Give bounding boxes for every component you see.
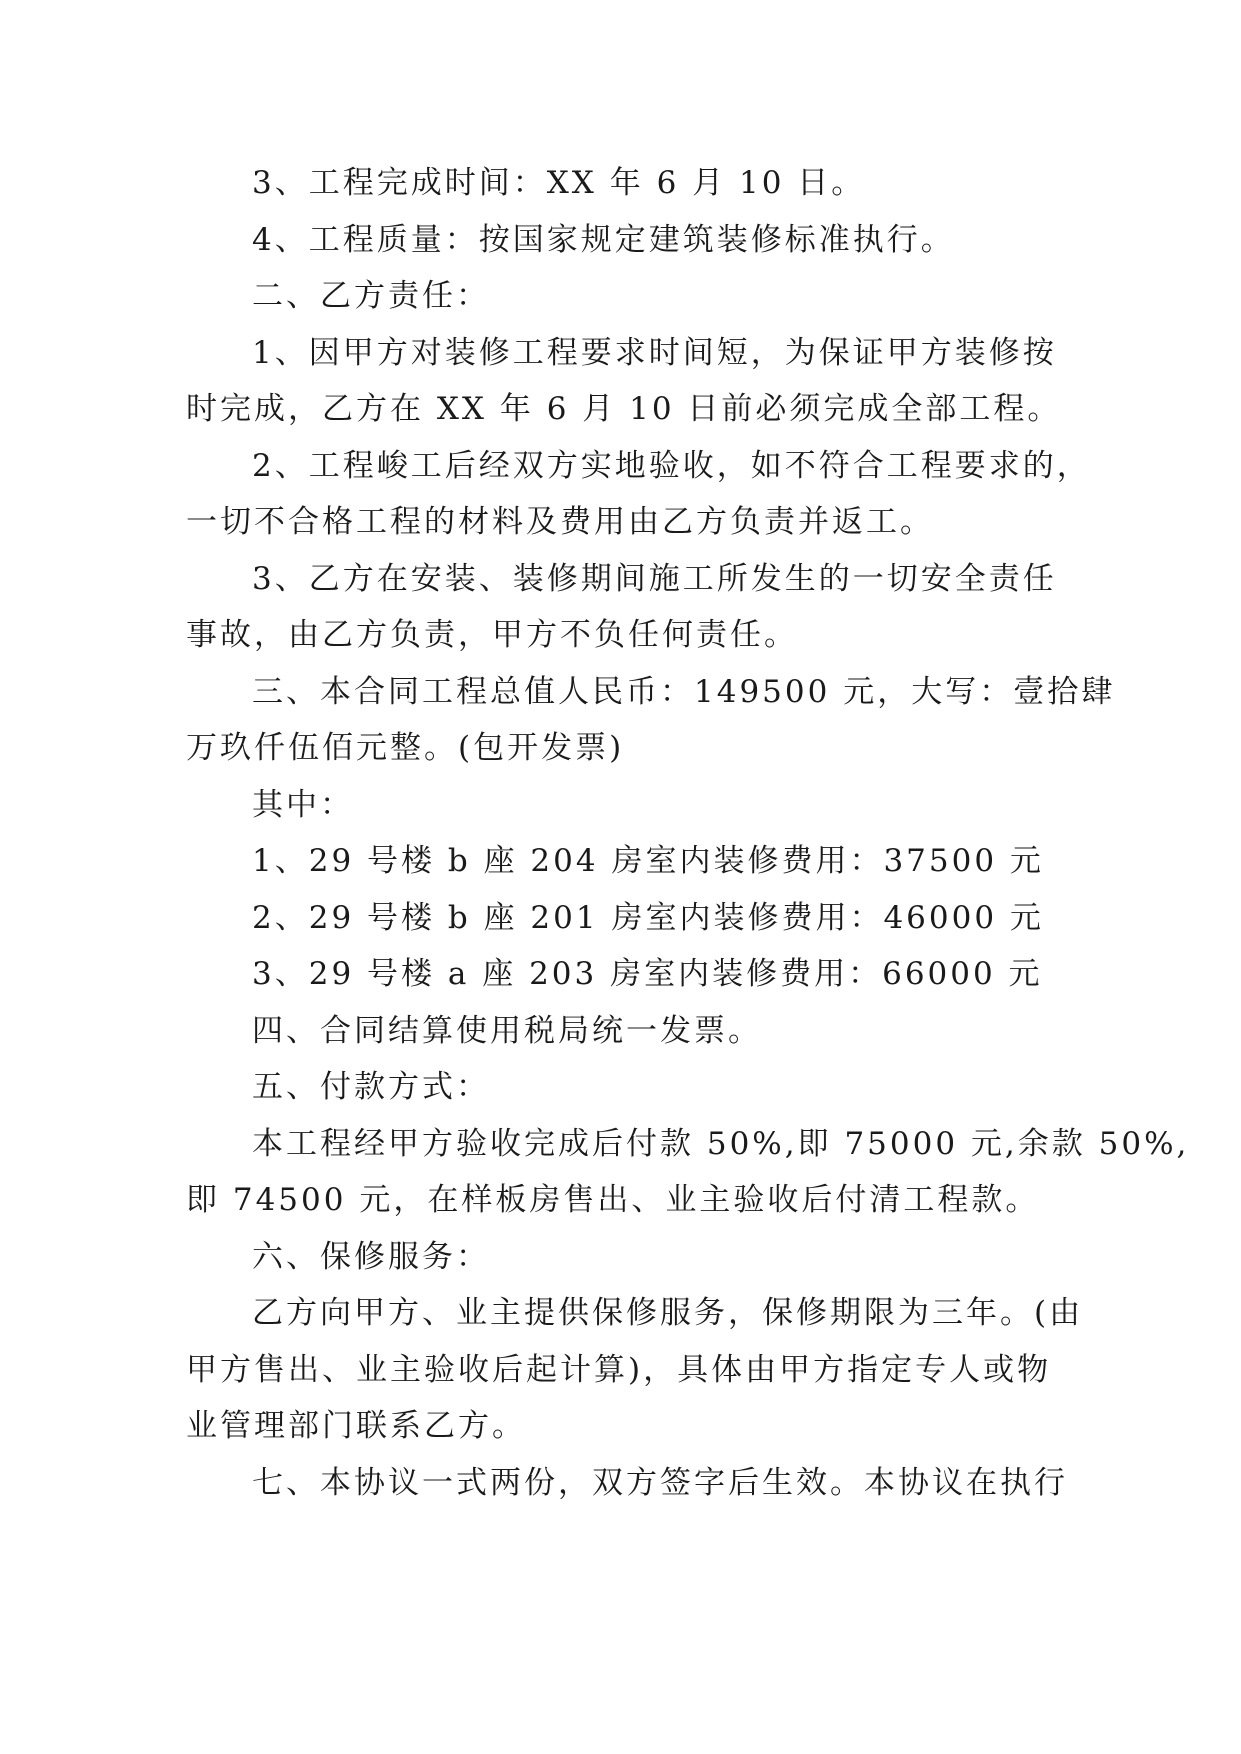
- text-line: 乙方向甲方、业主提供保修服务，保修期限为三年。(由: [252, 1295, 1084, 1331]
- section-heading: 三、本合同工程总值人民币：149500 元，大写：壹拾肆: [252, 673, 1116, 710]
- text-line: 1、因甲方对装修工程要求时间短，为保证甲方装修按: [252, 334, 1057, 371]
- section-heading: 七、本协议一式两份，双方签字后生效。本协议在执行: [252, 1464, 1068, 1501]
- cost-item: 1、29 号楼 b 座 204 房室内装修费用：37500 元: [252, 843, 1044, 879]
- cost-item: 3、29 号楼 a 座 203 房室内装修费用：66000 元: [252, 956, 1043, 992]
- contract-body: [186, 155, 1190, 1511]
- text-line: 事故，由乙方负责，甲方不负任何责任。: [186, 617, 798, 653]
- text-line: 4、工程质量：按国家规定建筑装修标准执行。: [252, 221, 955, 258]
- text-line: 甲方售出、业主验收后起计算)，具体由甲方指定专人或物: [186, 1351, 1052, 1388]
- text-line: 一切不合格工程的材料及费用由乙方负责并返工。: [186, 504, 934, 540]
- section-heading: 五、付款方式：: [252, 1069, 490, 1105]
- text-line: 2、工程峻工后经双方实地验收，如不符合工程要求的，: [252, 447, 1091, 484]
- section-heading: 二、乙方责任：: [252, 278, 490, 314]
- section-heading: 四、合同结算使用税局统一发票。: [252, 1012, 762, 1049]
- text-line: 业管理部门联系乙方。: [186, 1408, 526, 1444]
- text-line: 本工程经甲方验收完成后付款 50%,即 75000 元,余款 50%,: [252, 1125, 1190, 1162]
- text-line: 3、工程完成时间：XX 年 6 月 10 日。: [252, 165, 866, 201]
- text-line: 万玖仟伍佰元整。(包开发票): [186, 730, 625, 766]
- cost-item: 2、29 号楼 b 座 201 房室内装修费用：46000 元: [252, 899, 1044, 936]
- section-heading: 六、保修服务：: [252, 1238, 490, 1275]
- text-line: 3、乙方在安装、装修期间施工所发生的一切安全责任: [252, 560, 1057, 597]
- text-line: 其中：: [252, 786, 354, 823]
- text-line: 时完成，乙方在 XX 年 6 月 10 日前必须完成全部工程。: [186, 391, 1062, 427]
- text-line: 即 74500 元，在样板房售出、业主验收后付清工程款。: [186, 1182, 1040, 1218]
